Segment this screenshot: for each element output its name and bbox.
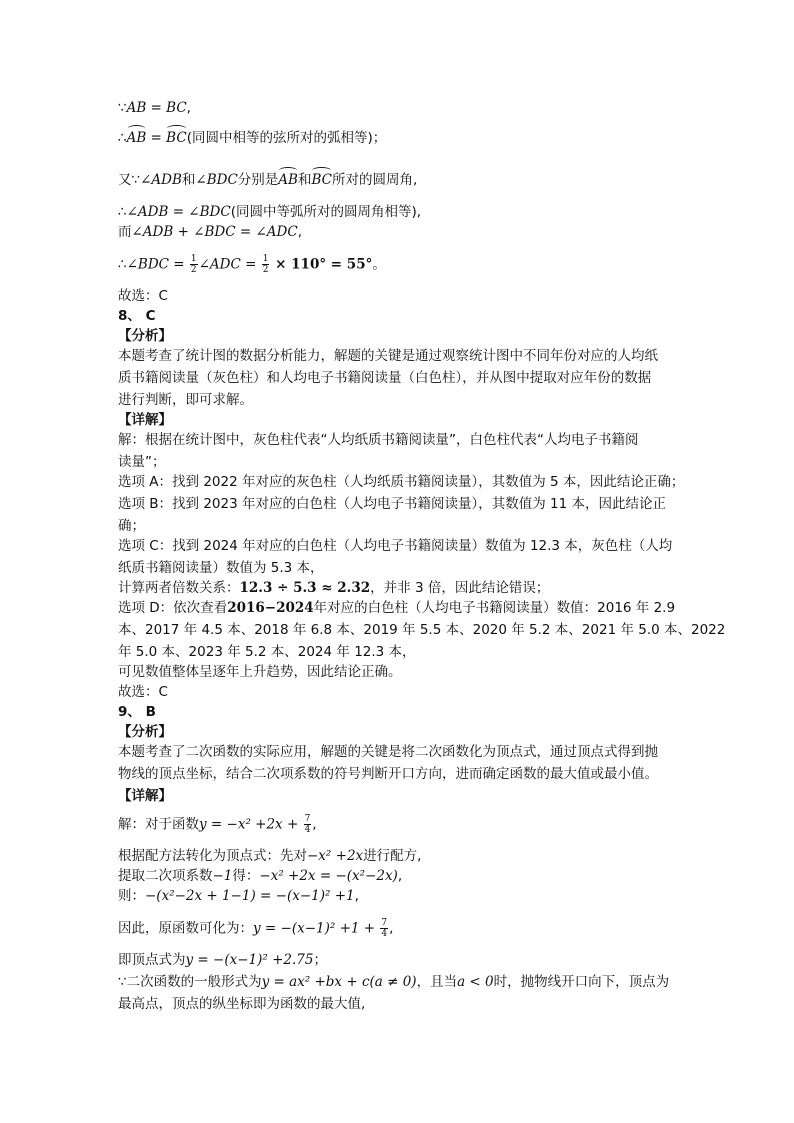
q7-line-2 [118, 128, 386, 148]
text: ，且当 [416, 974, 458, 990]
math-expression: ∠ADB + ∠BDC = ∠ADC [131, 224, 298, 240]
numerator: 7 [304, 814, 311, 824]
q8-analysis-text: 本题考查了统计图的数据分析能力，解题的关键是通过观察统计图中不同年份对应的人均纸 [118, 348, 658, 364]
math-expression: ∠BDC [195, 172, 238, 188]
text: , [186, 100, 191, 116]
text: 则： [118, 888, 145, 904]
fraction [262, 254, 270, 275]
math-expression: 2016−2024 [227, 600, 314, 616]
q8-option-a: 选项 A：找到 2022 年对应的灰色柱（人均纸质书籍阅读量），其数值为 5 本，因此结论正确； [118, 474, 685, 490]
math-expression: × 110° = 55° [270, 256, 373, 273]
text: 和 [297, 172, 312, 188]
q7-answer: 故选：C [118, 288, 168, 304]
q8-detail-text: 解：根据在统计图中，灰色柱代表“人均纸质书籍阅读量”，白色柱代表“人均电子书籍阅 [118, 432, 639, 448]
text: ，并非 3 倍，因此结论错误； [370, 580, 550, 596]
text: 因此，原函数可化为： [118, 920, 253, 937]
math-expression: −(x²−2x + 1−1) = −(x−1)² +1 [145, 888, 355, 904]
text: , [312, 816, 317, 833]
text: 得： [232, 868, 260, 884]
text: ∵二次函数的一般形式为 [118, 974, 262, 990]
therefore-symbol: ∴ [118, 204, 127, 220]
fraction [304, 814, 312, 835]
q7-line-1 [118, 98, 191, 118]
math-expression: −x² +2x = −(x²−2x) [259, 868, 398, 884]
q8-number: 8、 C [118, 308, 156, 324]
q7-line-4 [118, 202, 421, 222]
arc-bc: BC [311, 172, 332, 188]
denominator: 2 [190, 265, 197, 275]
text: 根据配方法转化为顶点式：先对 [118, 848, 307, 864]
text: (同圆中相等的弦所对的弧相等)； [186, 130, 387, 146]
q9-step-7 [118, 972, 669, 992]
text: 而 [118, 224, 132, 240]
q7-line-5 [118, 222, 302, 242]
q9-analysis-text: 物线的顶点坐标，结合二次项系数的符号判断开口方向，进而确定函数的最大值或最小值。 [118, 766, 658, 782]
text: 提取二次项系数 [118, 868, 213, 884]
text: (同圆中等弧所对的圆周角相等), [230, 204, 422, 220]
q7-line-3 [118, 170, 417, 190]
math-expression: a < 0 [457, 974, 494, 990]
text: , [389, 920, 394, 937]
numerator: 7 [381, 918, 388, 928]
q8-detail-text: 纸质书籍阅读量）数值为 5.3 本， [118, 560, 324, 576]
math-expression: ∠ADB = ∠BDC [126, 204, 231, 220]
q8-option-c: 选项 C：找到 2024 年对应的白色柱（人均电子书籍阅读量）数值为 12.3 本，灰色柱（人均 [118, 538, 673, 554]
text: 进行配方, [363, 848, 422, 864]
text: 。 [372, 256, 386, 273]
q8-answer: 故选：C [118, 684, 168, 700]
math-expression: 12.3 ÷ 5.3 ≈ 2.32 [239, 580, 371, 596]
q8-detail-text: 可见数值整体呈逐年上升趋势，因此结论正确。 [118, 664, 402, 680]
text: 即顶点式为 [118, 952, 186, 968]
q9-analysis-heading: 【分析】 [118, 724, 172, 740]
denominator: 4 [304, 825, 311, 835]
math-expression: −x² +2x [307, 848, 364, 864]
text: 又∵ [118, 172, 141, 188]
equals: = [146, 130, 167, 146]
therefore-symbol: ∴ [118, 130, 127, 146]
math-expression: ∠BDC = [126, 256, 189, 273]
text: , [354, 888, 359, 904]
q8-analysis-text: 质书籍阅读量（灰色柱）和人均电子书籍阅读量（白色柱），并从图中提取对应年份的数据 [118, 370, 652, 386]
text: 所对的圆周角, [331, 172, 418, 188]
therefore-symbol: ∴ [118, 256, 127, 273]
q8-ratio-line [118, 578, 549, 598]
math-expression: y = −(x−1)² +2.75 [185, 952, 314, 968]
text: 和 [181, 172, 196, 188]
arc-ab: AB [126, 130, 147, 146]
arc-ab: AB [278, 172, 298, 188]
math-expression: y = ax² +bx + c(a ≠ 0) [261, 974, 417, 990]
q9-step-6 [118, 950, 327, 970]
q9-step-2 [118, 846, 421, 866]
q8-detail-heading: 【详解】 [118, 412, 172, 428]
q8-option-b: 选项 B：找到 2023 年对应的白色柱（人均电子书籍阅读量），其数值为 11 本，因此结论正 [118, 496, 667, 512]
q8-option-d [118, 598, 675, 618]
text: 分别是 [237, 172, 279, 188]
q8-detail-text: 确； [118, 518, 145, 534]
q9-step-1 [118, 814, 317, 835]
text: , [297, 224, 302, 240]
q9-step-8: 最高点，顶点的纵坐标即为函数的最大值, [118, 996, 366, 1012]
q8-detail-text: 本、2017 年 4.5 本、2018 年 6.8 本、2019 年 5.5 本、2020 年 5.2 本、2021 年 5.0 本、2022 [118, 622, 726, 638]
q8-analysis-text: 进行判断，即可求解。 [118, 392, 253, 408]
q9-step-5 [118, 918, 393, 939]
math-expression: ∠ADB [140, 172, 182, 188]
q9-analysis-text: 本题考查了二次函数的实际应用，解题的关键是将二次函数化为顶点式，通过顶点式得到抛 [118, 744, 658, 760]
math-expression: y = −(x−1)² +1 + [253, 920, 380, 937]
text: 年对应的白色柱（人均电子书籍阅读量）数值：2016 年 2.9 [313, 600, 676, 616]
math-expression: y = −x² +2x + [199, 816, 303, 833]
text: 解：对于函数 [118, 816, 199, 833]
text: ； [313, 952, 327, 968]
q8-detail-text: 年 5.0 本、2023 年 5.2 本、2024 年 12.3 本， [118, 644, 416, 660]
q9-step-3 [118, 866, 402, 886]
because-symbol: ∵ [118, 100, 127, 116]
text: 计算两者倍数关系： [118, 580, 240, 596]
denominator: 2 [262, 265, 269, 275]
math-expression: AB = BC [126, 100, 187, 116]
q7-line-6 [118, 254, 386, 275]
q9-detail-heading: 【详解】 [118, 788, 172, 804]
fraction [380, 918, 388, 939]
numerator: 1 [190, 254, 197, 264]
numerator: 1 [262, 254, 269, 264]
q8-analysis-heading: 【分析】 [118, 328, 172, 344]
q9-step-4 [118, 886, 359, 906]
q9-number: 9、 B [118, 704, 156, 720]
text: 时，抛物线开口向下，顶点为 [493, 974, 670, 990]
fraction [190, 254, 198, 275]
math-expression: −1 [212, 868, 233, 884]
arc-bc: BC [166, 130, 187, 146]
math-expression: ∠ADC = [198, 256, 261, 273]
text: , [397, 868, 403, 884]
text: 选项 D：依次查看 [118, 600, 228, 616]
q8-detail-text: 读量”； [118, 454, 166, 470]
denominator: 4 [381, 929, 388, 939]
